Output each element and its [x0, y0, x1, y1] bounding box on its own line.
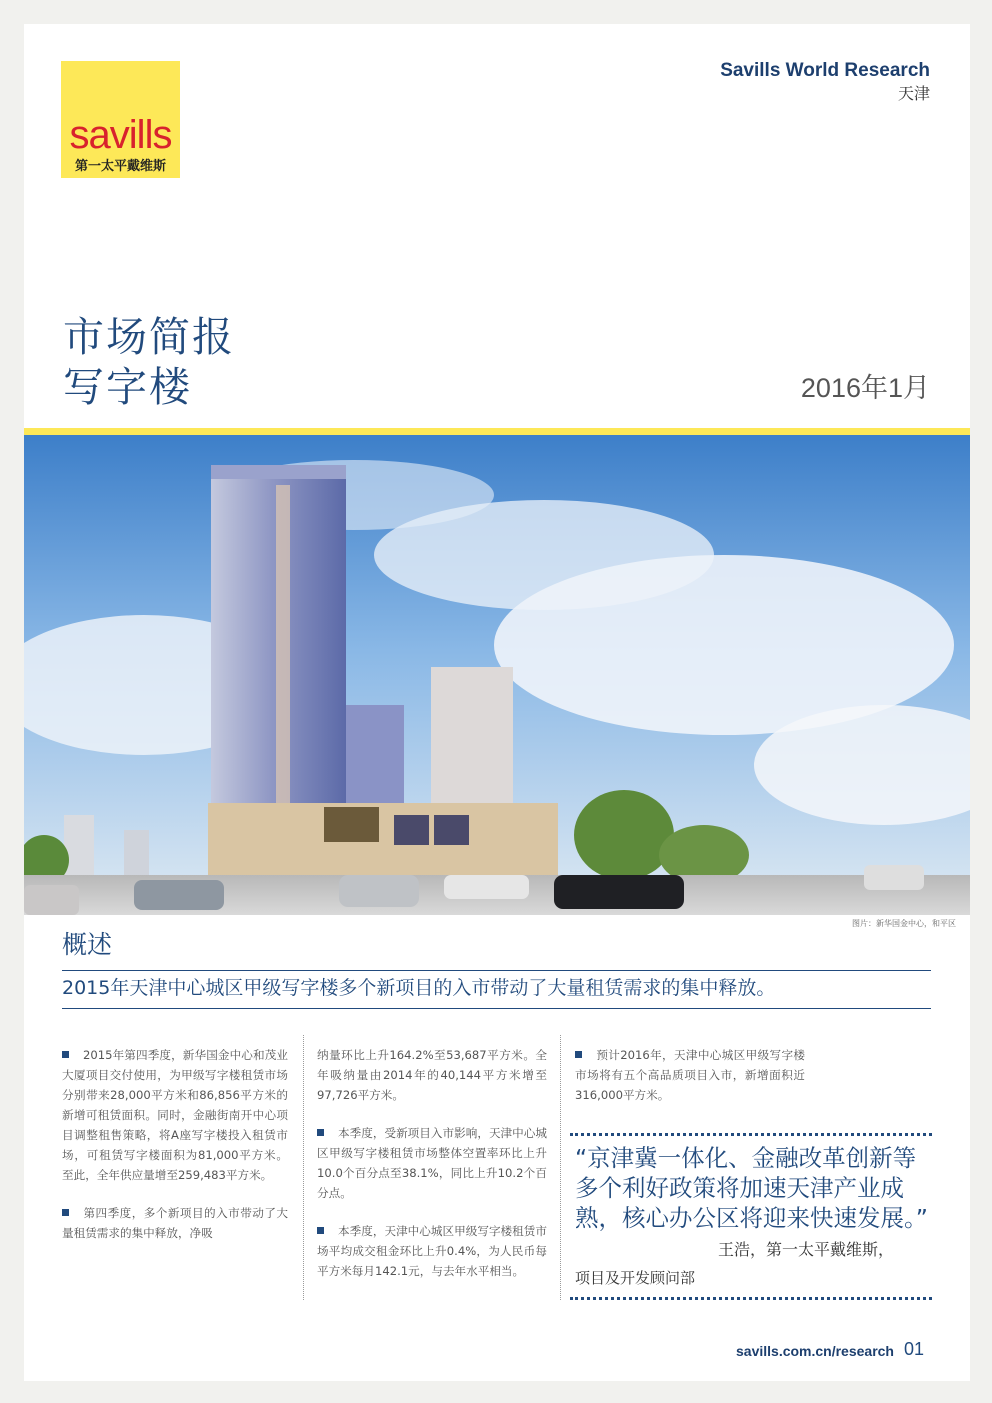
city-name: 天津 [897, 84, 930, 103]
bullet-icon [317, 1129, 324, 1136]
yellow-divider [24, 428, 970, 435]
paragraph-text: 2015年第四季度，新华国金中心和茂业大厦项目交付使用，为甲级写字楼租赁市场分别带来28,000平方米和86,856平方米的新增可租赁面积。同时，金融街南开中心项目调整租售策略，将A座写字楼投入租赁市场，可租赁写字楼面积为81,000平方米。至此，全年供应量增至259,483平方米。 [62, 1048, 288, 1182]
bullet-icon [575, 1051, 582, 1058]
paragraph-text: 纳量环比上升164.2%至53,687平方米。全年吸纳量由2014年的40,144平方米增至97,726平方米。 [317, 1048, 547, 1102]
series-name: Savills World Research [720, 60, 930, 81]
paragraph [62, 1045, 288, 1185]
paragraph-text: 预计2016年，天津中心城区甲级写字楼市场将有五个高品质项目入市，新增面积近316,000平方米。 [575, 1048, 805, 1102]
bullet-icon [62, 1209, 69, 1216]
paragraph [317, 1045, 547, 1105]
savills-logo[interactable] [61, 61, 180, 178]
paragraph-text: 本季度，天津中心城区甲级写字楼租赁市场平均成交租金环比上升0.4%，为人民币每平方米每月142.1元，与去年水平相当。 [317, 1224, 547, 1278]
paragraph [317, 1123, 547, 1203]
column-divider [560, 1035, 561, 1300]
logo-chinese-name: 第一太平戴维斯 [74, 159, 166, 174]
pull-quote: “京津冀一体化、金融改革创新等多个利好政策将加速天津产业成熟，核心办公区将迎来快速发展。” [575, 1144, 928, 1232]
text-column-3 [575, 1045, 805, 1123]
report-date: 2016年1月 [800, 373, 930, 403]
footer-research-link[interactable]: savills.com.cn/research [736, 1343, 894, 1359]
paragraph-text: 本季度，受新项目入市影响，天津中心城区甲级写字楼租赁市场整体空置率环比上升10.0个百分点至38.1%，同比上升10.2个百分点。 [317, 1126, 547, 1200]
photo-caption: 图片：新华国金中心，和平区 [852, 919, 956, 928]
report-subtitle: 写字楼 [63, 363, 192, 411]
paragraph [62, 1203, 288, 1243]
quote-dotted-rule-bottom [570, 1297, 932, 1300]
text-column-1 [62, 1045, 288, 1261]
column-divider [303, 1035, 304, 1300]
paragraph-text: 第四季度，多个新项目的入市带动了大量租赁需求的集中释放，净吸 [62, 1206, 288, 1240]
section-rule-bottom [62, 1008, 931, 1009]
report-title: 市场简报 [63, 313, 235, 361]
overview-summary: 2015年天津中心城区甲级写字楼多个新项目的入市带动了大量租赁需求的集中释放。 [62, 977, 776, 999]
page-number: 01 [903, 1339, 924, 1359]
paragraph [575, 1045, 805, 1105]
quote-author-role: 项目及开发顾问部 [575, 1269, 696, 1287]
text-column-2 [317, 1045, 547, 1299]
quote-author: 王浩，第一太平戴维斯， [718, 1240, 895, 1259]
cover-photo [24, 435, 970, 915]
paragraph [317, 1221, 547, 1281]
bullet-icon [317, 1227, 324, 1234]
cover-photo-illustration [24, 435, 970, 915]
bullet-icon [62, 1051, 69, 1058]
section-heading: 概述 [62, 930, 113, 959]
logo-wordmark: savills [69, 113, 172, 157]
quote-dotted-rule-top [570, 1133, 932, 1136]
section-rule-top [62, 970, 931, 971]
